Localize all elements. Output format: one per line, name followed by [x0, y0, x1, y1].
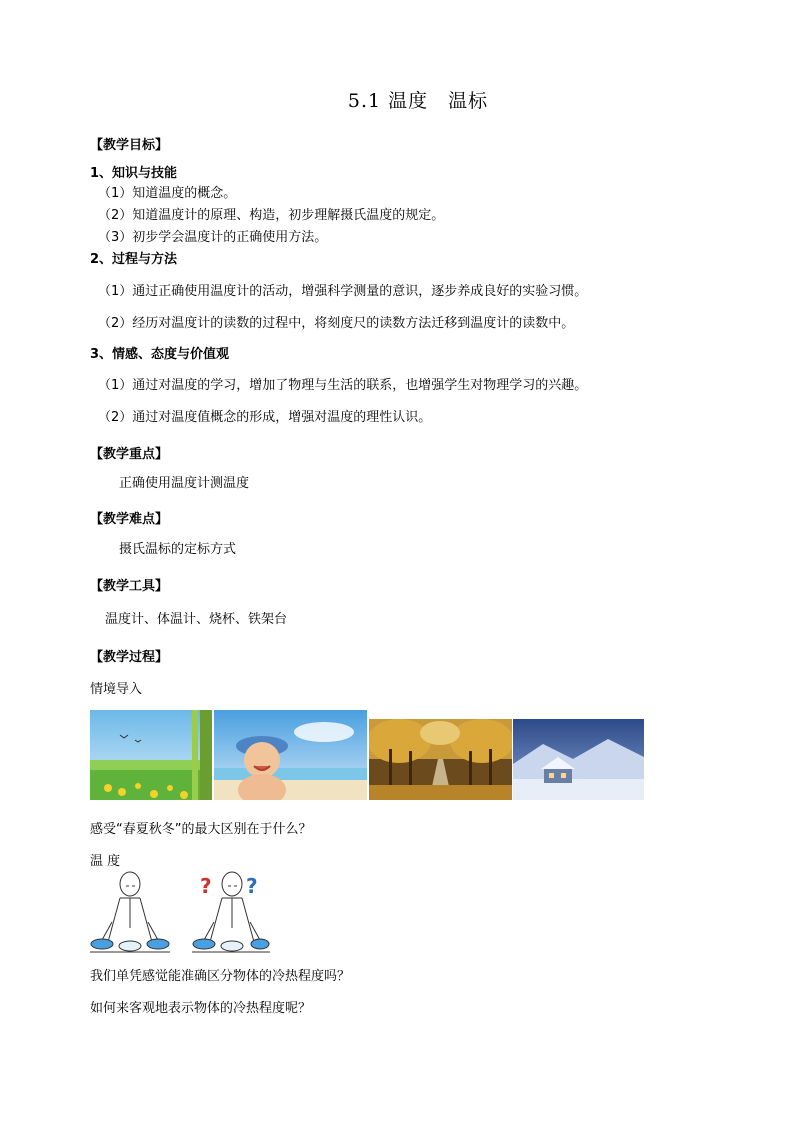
question-mark-red: ? [200, 874, 212, 898]
section3-item: （2）通过对温度值概念的形成，增强对温度的理性认识。 [98, 410, 432, 425]
section3-heading: 3、情感、态度与价值观 [90, 347, 230, 362]
temperature-sense-figure [90, 870, 270, 955]
answer1: 温 度 [90, 854, 121, 869]
section1-heading: 1、知识与技能 [90, 166, 178, 181]
question-mark-blue: ? [246, 874, 258, 898]
section1-item: （2）知道温度计的原理、构造，初步理解摄氏温度的规定。 [98, 208, 445, 223]
section3-item: （1）通过对温度的学习，增加了物理与生活的联系，也增强学生对物理学习的兴趣。 [98, 378, 588, 393]
winter-image [513, 719, 644, 800]
autumn-image [369, 719, 512, 800]
spring-image [90, 710, 212, 800]
process-header: 【教学过程】 [90, 650, 169, 665]
section2-heading: 2、过程与方法 [90, 252, 178, 267]
section1-item: （3）初步学会温度计的正确使用方法。 [98, 230, 328, 245]
page-title: 5.1 温度 温标 [347, 90, 489, 112]
question1: 感受“春夏秋冬”的最大区别在于什么？ [90, 822, 312, 837]
question3: 如何来客观地表示物体的冷热程度呢？ [90, 1001, 312, 1016]
objectives-header: 【教学目标】 [90, 138, 169, 153]
summer-image [214, 710, 367, 800]
section2-item: （2）经历对温度计的读数的过程中，将刻度尺的读数方法迁移到温度计的读数中。 [98, 316, 575, 331]
tools-header: 【教学工具】 [90, 579, 169, 594]
difficulties-header: 【教学难点】 [90, 512, 169, 527]
section2-item: （1）通过正确使用温度计的活动，增强科学测量的意识，逐步养成良好的实验习惯。 [98, 284, 588, 299]
key-points-header: 【教学重点】 [90, 447, 169, 462]
key-points-text: 正确使用温度计测温度 [119, 476, 250, 491]
difficulties-text: 摄氏温标的定标方式 [119, 542, 237, 557]
intro-text: 情境导入 [90, 682, 143, 697]
section1-item: （1）知道温度的概念。 [98, 186, 237, 201]
question2: 我们单凭感觉能准确区分物体的冷热程度吗？ [90, 969, 351, 984]
tools-text: 温度计、体温计、烧杯、铁架台 [105, 612, 288, 627]
